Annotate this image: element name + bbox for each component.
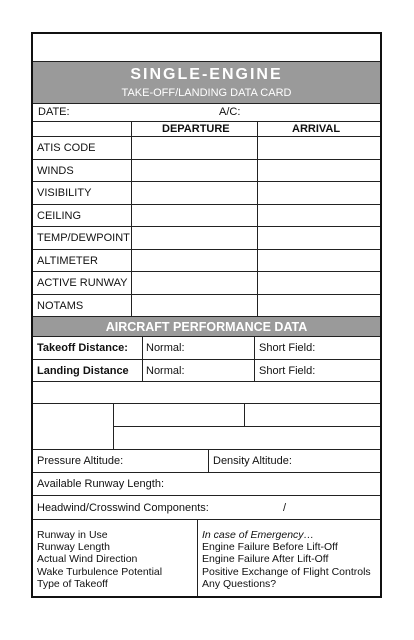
emergency-item: Engine Failure After Lift-Off: [202, 553, 329, 566]
briefing-checklist: [37, 529, 162, 590]
blank-top-row: [33, 34, 380, 62]
column-header-row: [33, 122, 380, 137]
weather-row-label: WINDS: [37, 164, 74, 177]
takeoff-distance-label: Takeoff Distance:: [37, 342, 128, 354]
briefing-item: Type of Takeoff: [37, 577, 108, 590]
runway-length-row: [33, 473, 380, 496]
wind-components-row: [33, 496, 380, 520]
weather-row: [33, 272, 380, 295]
emergency-heading: In case of Emergency…: [202, 529, 315, 541]
weather-row: [33, 137, 380, 160]
landing-normal-label: Normal:: [146, 365, 185, 377]
briefing-item: Runway Length: [37, 541, 110, 554]
weather-row-label: CEILING: [37, 209, 82, 222]
emergency-item: Positive Exchange of Flight Controls: [202, 565, 371, 578]
briefing-item: Actual Wind Direction: [37, 553, 138, 566]
takeoff-distance-row: [33, 337, 380, 360]
altitude-row: [33, 450, 380, 473]
weather-row: [33, 227, 380, 250]
blank-performance-row: [33, 382, 380, 404]
landing-distance-row: [33, 360, 380, 382]
briefing-section: [33, 520, 380, 596]
briefing-item: Runway in Use: [37, 529, 108, 541]
weather-row-label: VISIBILITY: [37, 187, 92, 199]
weather-row-label: TEMP/DEWPOINT: [37, 232, 130, 244]
wind-components-label: Headwind/Crosswind Components:: [37, 502, 209, 514]
weather-row: [33, 295, 380, 318]
weather-row-label: NOTAMS: [37, 299, 84, 312]
runway-length-label: Available Runway Length:: [37, 478, 164, 490]
weather-row-label: ATIS CODE: [37, 142, 96, 154]
ac-label: A/C:: [219, 106, 241, 118]
performance-header: [33, 317, 380, 337]
emergency-item: Engine Failure Before Lift-Off: [202, 541, 338, 554]
weather-row-label: ACTIVE RUNWAY: [37, 277, 128, 289]
arrival-header: ARRIVAL: [292, 123, 341, 135]
card-title: SINGLE-ENGINE: [130, 66, 283, 83]
weather-row: [33, 182, 380, 205]
card-subtitle: TAKE-OFF/LANDING DATA CARD: [121, 87, 292, 99]
wind-separator: /: [283, 502, 287, 514]
departure-header: DEPARTURE: [162, 123, 230, 135]
date-label: DATE:: [38, 106, 70, 118]
pressure-altitude-label: Pressure Altitude:: [37, 455, 124, 467]
card-header: [33, 62, 380, 104]
date-ac-row: [33, 104, 380, 122]
takeoff-short-field-label: Short Field:: [259, 342, 316, 354]
emergency-item: Any Questions?: [202, 577, 277, 590]
weather-row: [33, 160, 380, 183]
briefing-item: Wake Turbulence Potential: [37, 565, 163, 578]
takeoff-normal-label: Normal:: [146, 342, 185, 354]
weather-row: [33, 205, 380, 228]
density-altitude-label: Density Altitude:: [213, 455, 292, 467]
landing-short-field-label: Short Field:: [259, 365, 316, 377]
data-card: [31, 32, 382, 598]
weather-row-label: ALTIMETER: [37, 254, 98, 267]
landing-distance-label: Landing Distance: [37, 365, 129, 377]
weather-row: [33, 250, 380, 273]
emergency-list: [202, 529, 371, 590]
performance-title: AIRCRAFT PERFORMANCE DATA: [105, 320, 308, 334]
calculation-grid: [33, 404, 380, 450]
